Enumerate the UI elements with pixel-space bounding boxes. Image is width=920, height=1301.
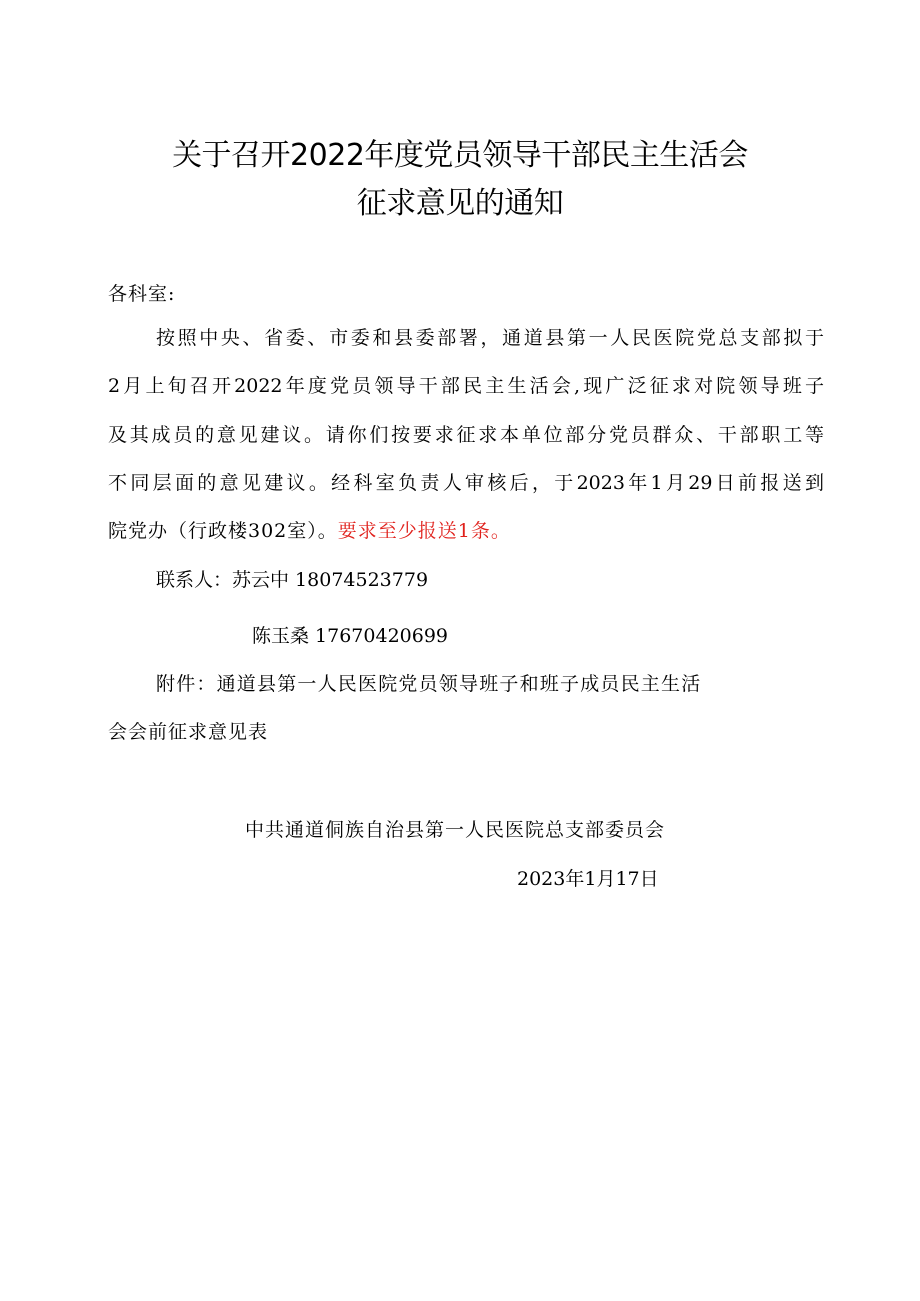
body-line-5-text: 院党办（行政楼302室）。	[108, 520, 338, 542]
contact-line-1	[156, 565, 428, 592]
attachment-line-1: 附件：通道县第一人民医院党员领导班子和班子成员民主生活	[156, 673, 702, 695]
contact-person-2: 陈玉桑 17670420699	[252, 625, 449, 647]
contact-person-1: 苏云中 18074523779	[232, 569, 429, 591]
document-title-line-2: 征求意见的通知	[356, 186, 564, 221]
document-title-line-1: 关于召开2022年度党员领导干部民主生活会	[172, 138, 748, 173]
emphasis-requirement: 要求至少报送1条。	[337, 520, 511, 542]
body-line-3: 及其成员的意见建议。请你们按要求征求本单位部分党员群众、干部职工等	[108, 424, 824, 446]
salutation: 各科室:	[108, 283, 176, 305]
body-line-4: 不同层面的意见建议。经科室负责人审核后，于2023年1月29日前报送到	[108, 472, 824, 494]
signature-org: 中共通道侗族自治县第一人民医院总支部委员会	[245, 819, 666, 841]
attachment-line-2: 会会前征求意见表	[108, 721, 269, 743]
body-line-5	[108, 516, 511, 543]
body-line-1: 按照中央、省委、市委和县委部署，通道县第一人民医院党总支部拟于	[156, 327, 824, 349]
contact-label: 联系人：	[156, 569, 233, 591]
signature-date: 2023年1月17日	[517, 868, 659, 890]
body-line-2: 2月上旬召开2022年度党员领导干部民主生活会,现广泛征求对院领导班子	[108, 375, 824, 397]
